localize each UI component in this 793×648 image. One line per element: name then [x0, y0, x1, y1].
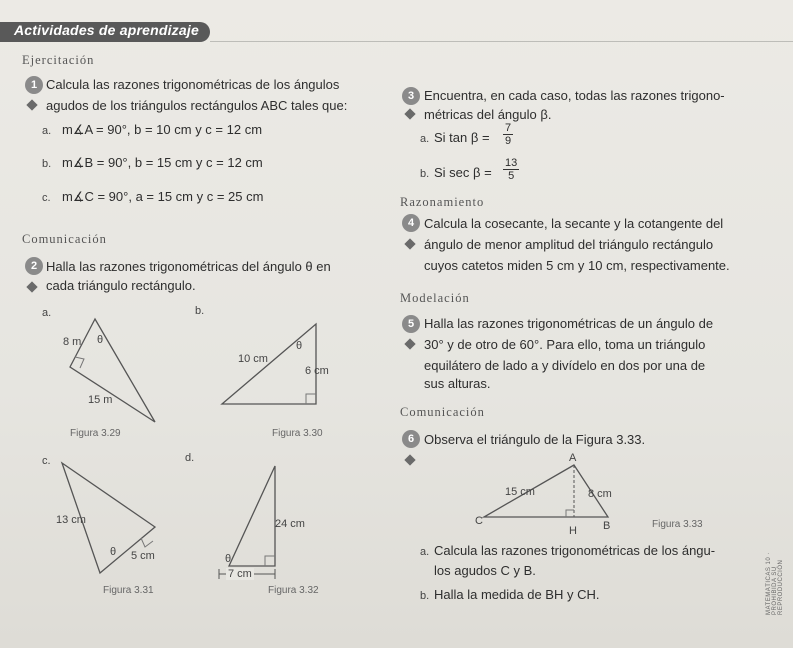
figure-c-label: c. — [42, 455, 51, 467]
diamond-icon — [26, 99, 37, 110]
diamond-icon — [404, 338, 415, 349]
header-rule — [210, 41, 793, 42]
section-comunicacion-left: Comunicación — [22, 232, 107, 246]
exercise-2-line2: cada triángulo rectángulo. — [46, 278, 196, 293]
figure-a-label: a. — [42, 307, 52, 319]
figure-3-33-caption: Figura 3.33 — [652, 519, 703, 530]
exercise-5-line4: sus alturas. — [424, 376, 491, 391]
figure-a-side1: 8 m — [63, 336, 82, 348]
exercise-6a-line2: los agudos C y B. — [434, 563, 536, 578]
exercise-3-number: 3 — [402, 87, 420, 105]
exercise-5-line3: equilátero de lado a y divídelo en dos por una de — [424, 358, 706, 373]
exercise-6b-text: Halla la medida de BH y CH. — [434, 587, 600, 602]
figure-b-side2: 6 cm — [305, 365, 329, 377]
exercise-5-number: 5 — [402, 315, 420, 333]
figure-b-label: b. — [195, 305, 205, 317]
section-ejercitacion: Ejercitación — [22, 53, 95, 67]
exercise-6-number: 6 — [402, 430, 420, 448]
section-modelacion: Modelación — [400, 291, 470, 305]
exercise-3a-label: a. — [420, 133, 430, 145]
exercise-3a-fraction — [503, 122, 513, 147]
exercise-2-number: 2 — [25, 257, 43, 275]
figure-d-side2: 7 cm — [228, 568, 252, 580]
exercise-3b-denominator: 5 — [508, 170, 515, 182]
section-comunicacion-right: Comunicación — [400, 405, 485, 419]
exercise-1-item-b: m∡B = 90°, b = 15 cm y c = 12 cm — [62, 155, 263, 170]
exercise-3b-fraction — [503, 157, 519, 182]
exercise-3b-numerator: 13 — [505, 157, 518, 169]
figure-c-side2: 5 cm — [131, 550, 155, 562]
diamond-icon — [404, 454, 415, 465]
figure-b-side1: 10 cm — [238, 353, 268, 365]
exercise-1-line2: agudos de los triángulos rectángulos ABC tales que: — [46, 98, 348, 113]
exercise-5-line1: Halla las razones trigonométricas de un ángulo de — [424, 316, 714, 331]
exercise-6a-line1: Calcula las razones trigonométricas de los ángu- — [434, 543, 716, 558]
exercise-4-line2: ángulo de menor amplitud del triángulo rectángulo — [424, 237, 714, 252]
exercise-3b-label: b. — [420, 168, 430, 180]
exercise-1-item-b-label: b. — [42, 158, 52, 170]
figure-6-vertex-h: H — [569, 525, 577, 537]
exercise-3-line2: métricas del ángulo β. — [424, 107, 552, 122]
figure-d-side1: 24 cm — [275, 518, 305, 530]
figure-6-side1: 15 cm — [505, 486, 535, 498]
side-copyright-strip: MATEMÁTICAS 10 · PROHIBIDA SU REPRODUCCIÓN — [766, 552, 784, 615]
diamond-icon — [404, 108, 415, 119]
header-title: Actividades de aprendizaje — [14, 22, 199, 38]
exercise-3a-text: Si tan β = — [434, 130, 490, 145]
figure-b-angle: θ — [296, 340, 303, 352]
exercise-2-line1: Halla las razones trigonométricas del ángulo θ en — [46, 259, 331, 274]
figure-3-32-caption: Figura 3.32 — [268, 585, 319, 596]
figure-3-31-caption: Figura 3.31 — [103, 585, 154, 596]
exercise-6-line1: Observa el triángulo de la Figura 3.33. — [424, 432, 646, 447]
exercise-4-line3: cuyos catetos miden 5 cm y 10 cm, respectivamente. — [424, 258, 730, 273]
exercise-4-number: 4 — [402, 214, 420, 232]
exercise-1-item-a-label: a. — [42, 125, 52, 137]
figure-c-side1: 13 cm — [56, 514, 86, 526]
diamond-icon — [404, 238, 415, 249]
exercise-3a-denominator: 9 — [505, 135, 512, 147]
figure-d-label: d. — [185, 452, 195, 464]
figure-d-angle: θ — [225, 553, 232, 565]
figure-3-30-caption: Figura 3.30 — [272, 428, 323, 439]
exercise-6b-label: b. — [420, 590, 430, 602]
figure-6-vertex-a: A — [569, 452, 577, 464]
exercise-4-line1: Calcula la cosecante, la secante y la cotangente del — [424, 216, 724, 231]
figure-a-side2: 15 m — [88, 394, 113, 406]
figure-3-29-caption: Figura 3.29 — [70, 428, 121, 439]
figure-6-side2: 8 cm — [588, 488, 612, 500]
figure-a-angle: θ — [97, 334, 104, 346]
exercise-1-line1: Calcula las razones trigonométricas de los ángulos — [46, 77, 340, 92]
figure-3-29-triangle — [40, 305, 220, 435]
exercise-3b-text: Si sec β = — [434, 165, 492, 180]
figure-c-angle: θ — [110, 546, 117, 558]
figure-6-vertex-c: C — [475, 515, 483, 527]
exercise-3-line1: Encuentra, en cada caso, todas las razones trigono- — [424, 88, 725, 103]
exercise-5-line2: 30° y de otro de 60°. Para ello, toma un triángulo — [424, 337, 706, 352]
exercise-1-item-a: m∡A = 90°, b = 10 cm y c = 12 cm — [62, 122, 263, 137]
exercise-1-item-c: m∡C = 90°, a = 15 cm y c = 25 cm — [62, 189, 264, 204]
exercise-1-item-c-label: c. — [42, 192, 51, 204]
section-razonamiento: Razonamiento — [400, 195, 485, 209]
exercise-6a-label: a. — [420, 546, 430, 558]
diamond-icon — [26, 281, 37, 292]
exercise-1-number: 1 — [25, 76, 43, 94]
figure-6-vertex-b: B — [603, 520, 611, 532]
exercise-3a-numerator: 7 — [505, 122, 512, 134]
